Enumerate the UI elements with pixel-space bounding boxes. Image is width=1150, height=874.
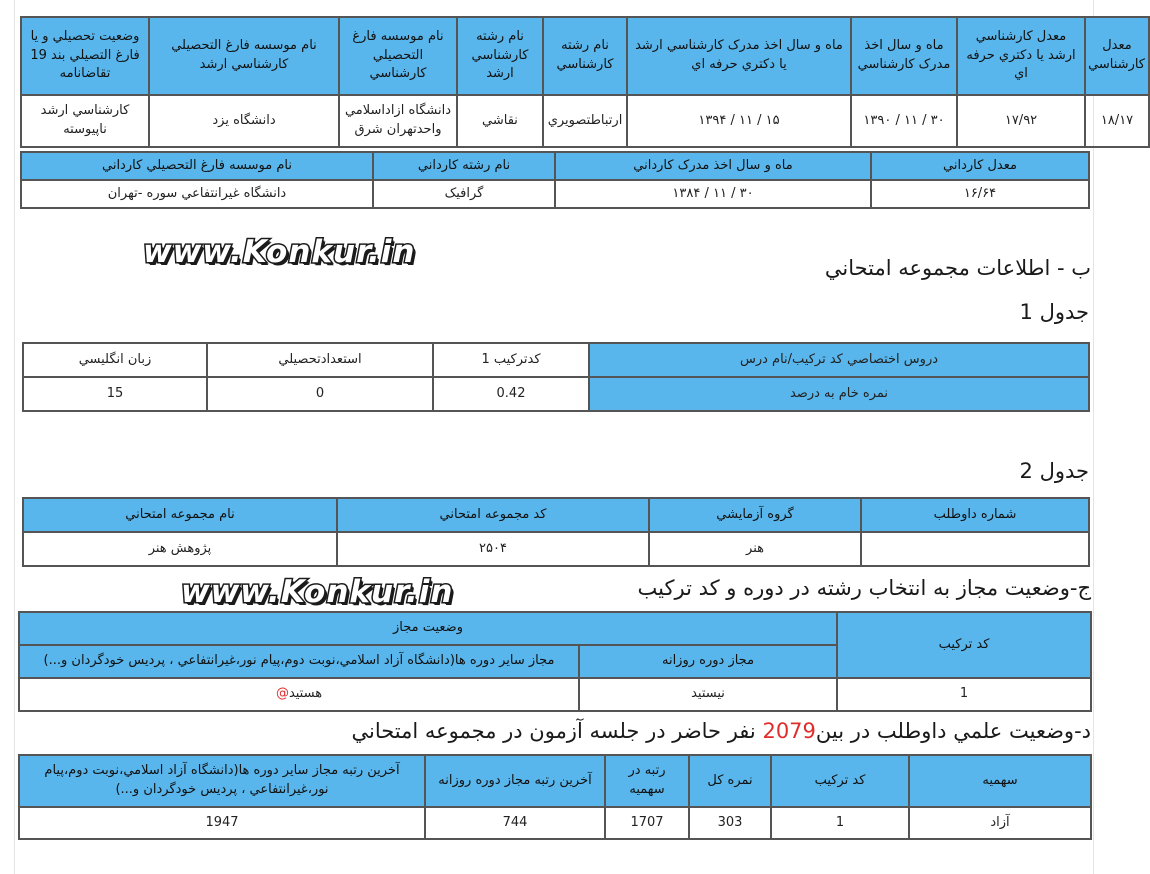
candidate-info-table — [22, 497, 1090, 567]
ranking-data-row — [19, 807, 1091, 839]
col-last-daily-rank: آخرين رتبه مجاز دوره روزانه — [425, 755, 605, 807]
candidate-header-row — [23, 498, 1089, 532]
combination-code: 1 — [837, 678, 1091, 711]
associate-gpa: ۱۶/۶۴ — [871, 180, 1089, 208]
associate-institute: دانشگاه غيرانتفاعي سوره -تهران — [21, 180, 373, 208]
associate-major: گرافيک — [373, 180, 555, 208]
participant-count: 2079 — [762, 719, 816, 743]
col-associate-institute: نام موسسه فارغ التحصيلي كارداني — [21, 152, 373, 180]
section-d-title — [351, 721, 1091, 742]
bachelor-institute: دانشگاه ازاداسلامي واحدتهران شرق — [339, 95, 457, 147]
col-combination-code: كد تركيب — [837, 612, 1091, 678]
score-english: 15 — [23, 377, 207, 411]
bachelor-gpa: ۱۸/۱۷ — [1085, 95, 1149, 147]
col-total-score: نمره كل — [689, 755, 771, 807]
watermark-logo-2: www.Konkur.in — [181, 574, 454, 610]
col-exam-set-code: كد مجموعه امتحاني — [337, 498, 649, 532]
col-master-institute: نام موسسه فارغ التحصيلي كارشناسي ارشد — [149, 17, 339, 95]
col-aptitude: استعدادتحصيلي — [207, 343, 433, 377]
col-master-gpa: معدل كارشناسي ارشد يا دكتري حرفه اي — [957, 17, 1085, 95]
quota: آزاد — [909, 807, 1091, 839]
col-bachelor-institute: نام موسسه فارغ التحصيلي كارشناسي — [339, 17, 457, 95]
col-eligibility-status: وضعيت مجاز — [19, 612, 837, 645]
bachelor-education-table — [20, 16, 1150, 148]
master-gpa: ۱۷/۹۲ — [957, 95, 1085, 147]
eligibility-data-row — [19, 678, 1091, 711]
col-rank-combination-code: كد تركيب — [771, 755, 909, 807]
section-c-title: ج-وضعيت مجاز به انتخاب رشته در دوره و كد تركيب — [637, 576, 1091, 600]
col-quota-rank: رتبه در سهميه — [605, 755, 689, 807]
raw-score-label: نمره خام به درصد — [589, 377, 1089, 411]
exam-scores-data-row — [23, 377, 1089, 411]
other-eligible — [19, 678, 579, 711]
col-education-status: وضعيت تحصيلي و يا فارغ التصيلي بند 19 تقاضانامه — [21, 17, 149, 95]
exam-group: هنر — [649, 532, 861, 566]
score-combination-1: 0.42 — [433, 377, 589, 411]
col-last-other-rank: آخرين رتبه مجاز ساير دوره ها(دانشگاه آزاد اسلامي،نوبت دوم،پيام نور،غيرانتفاعي ، پرديس خودگردان و...) — [19, 755, 425, 807]
col-english: زبان انگليسي — [23, 343, 207, 377]
col-combination-1: كدتركيب 1 — [433, 343, 589, 377]
exam-scores-header-row — [23, 343, 1089, 377]
associate-education-table — [20, 151, 1090, 209]
col-other-eligible: مجاز ساير دوره ها(دانشگاه آزاد اسلامي،نوبت دوم،پيام نور،غيرانتفاعي ، پرديس خودگردان و...) — [19, 645, 579, 678]
col-daily-eligible: مجاز دوره روزانه — [579, 645, 837, 678]
last-other-rank: 1947 — [19, 807, 425, 839]
col-bachelor-gpa: معدل كارشناسي — [1085, 17, 1149, 95]
watermark-logo: www.Konkur.in — [143, 234, 416, 270]
col-bachelor-date: ماه و سال اخذ مدرک كارشناسي — [851, 17, 957, 95]
total-score: 303 — [689, 807, 771, 839]
candidate-data-row — [23, 532, 1089, 566]
ranking-table — [18, 754, 1092, 840]
ranking-header-row — [19, 755, 1091, 807]
col-quota: سهميه — [909, 755, 1091, 807]
associate-date: ۳۰ / ۱۱ / ۱۳۸۴ — [555, 180, 871, 208]
associate-header-row — [21, 152, 1089, 180]
exam-set-name: پژوهش هنر — [23, 532, 337, 566]
section-d-title-after: نفر حاضر در جلسه آزمون در مجموعه امتحاني — [351, 719, 756, 743]
exam-scores-table — [22, 342, 1090, 412]
col-bachelor-major: نام رشته كارشناسي — [543, 17, 627, 95]
daily-eligible: نيستيد — [579, 678, 837, 711]
master-institute: دانشگاه يزد — [149, 95, 339, 147]
candidate-number — [861, 532, 1089, 566]
other-eligible-mark: @ — [275, 686, 289, 702]
bachelor-data-row — [21, 95, 1149, 147]
exam-set-code: ۲۵۰۴ — [337, 532, 649, 566]
col-associate-gpa: معدل كارداني — [871, 152, 1089, 180]
table2-caption: جدول 2 — [1019, 459, 1089, 483]
quota-rank: 1707 — [605, 807, 689, 839]
education-status: كارشناسي ارشد ناپيوسته — [21, 95, 149, 147]
section-d-title-before: د-وضعيت علمي داوطلب در بين — [815, 719, 1091, 743]
master-date: ۱۵ / ۱۱ / ۱۳۹۴ — [627, 95, 851, 147]
master-major: نقاشي — [457, 95, 543, 147]
col-exam-group: گروه آزمايشي — [649, 498, 861, 532]
other-eligible-value: هستيد — [288, 686, 323, 702]
col-master-date: ماه و سال اخذ مدرک كارشناسي ارشد يا دكتري حرفه اي — [627, 17, 851, 95]
col-associate-major: نام رشته كارداني — [373, 152, 555, 180]
bachelor-major: ارتباطتصويري — [543, 95, 627, 147]
bachelor-date: ۳۰ / ۱۱ / ۱۳۹۰ — [851, 95, 957, 147]
rank-combination-code: 1 — [771, 807, 909, 839]
course-code-header: دروس اختصاصي كد تركيب/نام درس — [589, 343, 1089, 377]
col-associate-date: ماه و سال اخذ مدرک كارداني — [555, 152, 871, 180]
section-b-title: ب - اطلاعات مجموعه امتحاني — [824, 256, 1091, 280]
col-exam-set-name: نام مجموعه امتحاني — [23, 498, 337, 532]
col-master-major: نام رشته كارشناسي ارشد — [457, 17, 543, 95]
score-aptitude: 0 — [207, 377, 433, 411]
eligibility-table — [18, 611, 1092, 712]
bachelor-header-row — [21, 17, 1149, 95]
associate-data-row — [21, 180, 1089, 208]
last-daily-rank: 744 — [425, 807, 605, 839]
table1-caption: جدول 1 — [1019, 300, 1089, 324]
col-candidate-number: شماره داوطلب — [861, 498, 1089, 532]
